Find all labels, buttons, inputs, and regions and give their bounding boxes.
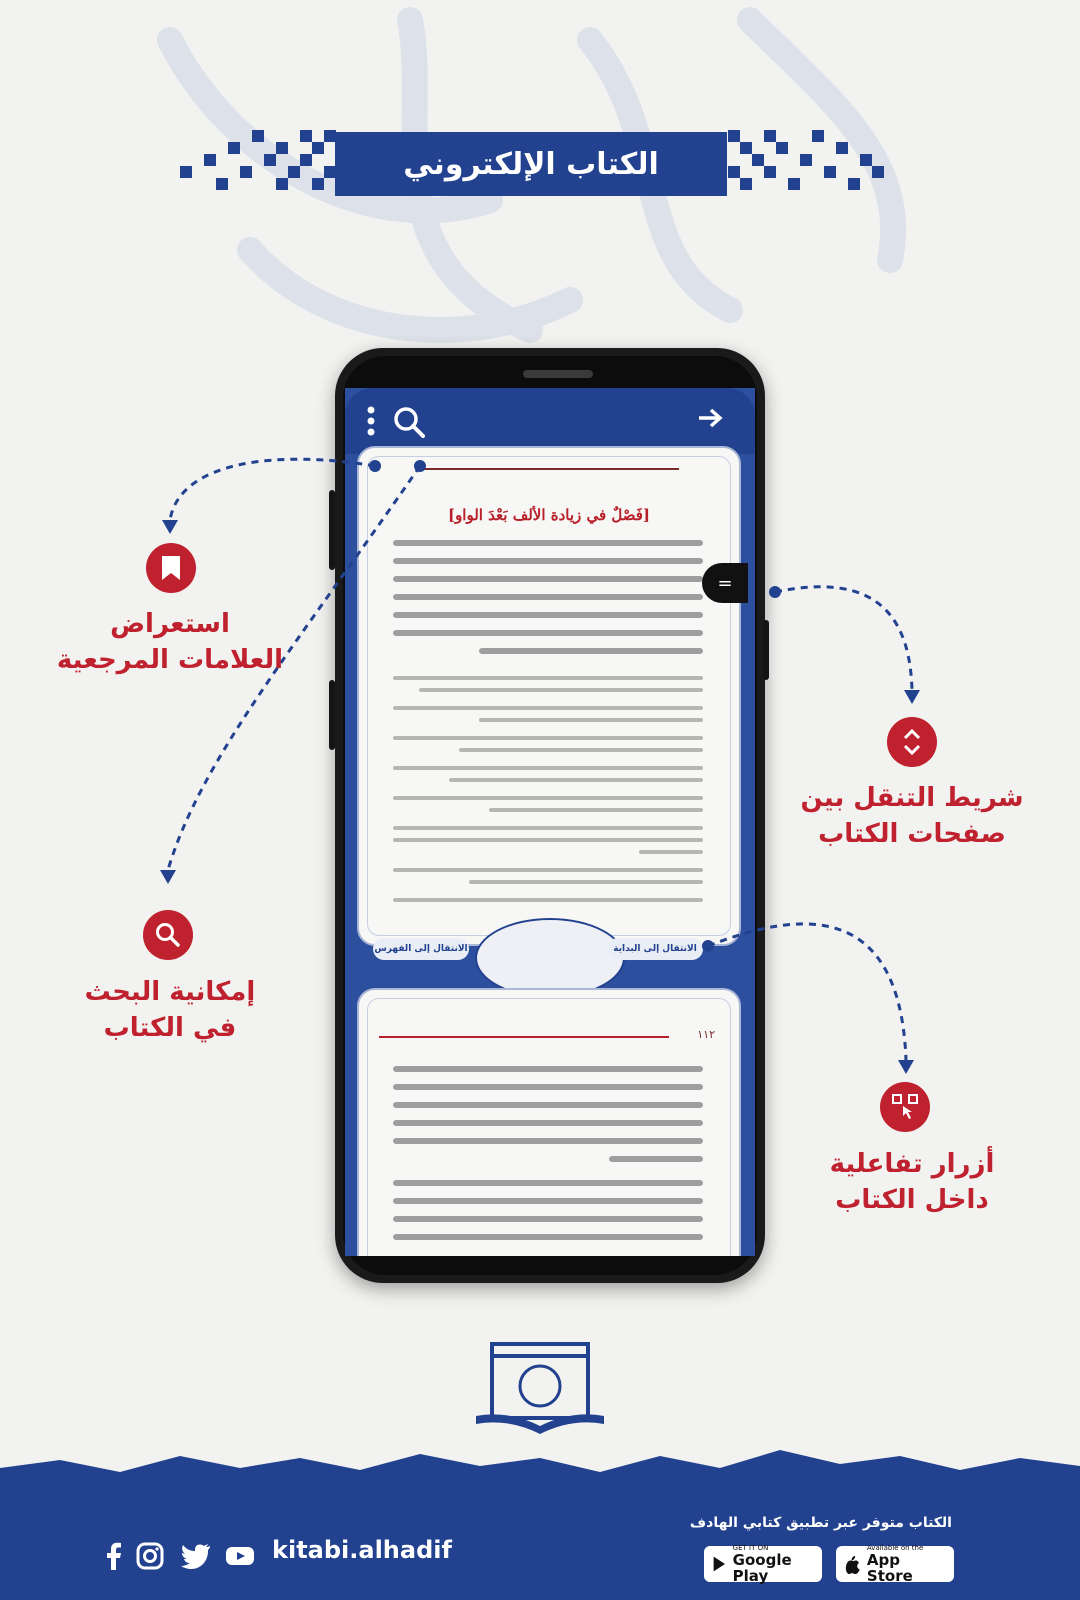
- page-scroll-handle[interactable]: =: [702, 563, 748, 603]
- book-page-next[interactable]: [357, 988, 741, 1256]
- section-title: [فَصْلٌ في زيادة الألف بَعْدَ الواو]: [447, 506, 651, 524]
- twitter-icon[interactable]: [180, 1542, 212, 1570]
- app-screen: [345, 388, 755, 1256]
- title-banner: [335, 132, 727, 196]
- book-page-current[interactable]: [357, 446, 741, 946]
- search-feature-label: إمكانية البحث في الكتاب: [84, 977, 256, 1043]
- kebab-menu-icon[interactable]: [365, 406, 377, 441]
- interactive-buttons-feature-label: أزرار تفاعلية داخل الكتاب: [829, 1149, 995, 1215]
- navbar-feature-label: شريط التنقل بين صفحات الكتاب: [800, 783, 1024, 849]
- banner-title: الكتاب الإلكتروني: [403, 146, 659, 182]
- google-play-icon: [712, 1554, 727, 1574]
- arrow-right-icon[interactable]: [697, 406, 723, 435]
- side-button-right: [763, 620, 769, 680]
- interactive-buttons-feature-icon: [880, 1082, 930, 1132]
- app-store-badge[interactable]: Available on the App Store: [836, 1546, 954, 1582]
- availability-text: الكتاب متوفر عبر تطبيق كتابي الهادف: [689, 1515, 952, 1531]
- search-icon[interactable]: [393, 406, 425, 443]
- page-number: ١١٢: [697, 1028, 715, 1041]
- pixel-decoration-left: [180, 130, 340, 194]
- youtube-icon[interactable]: [225, 1544, 255, 1568]
- navbar-feature-icon: [887, 717, 937, 767]
- page-border: [367, 456, 731, 936]
- header-ornament: [379, 1036, 669, 1038]
- volume-button: [329, 490, 335, 570]
- facebook-icon[interactable]: [104, 1542, 122, 1570]
- search-feature-icon: [143, 910, 193, 960]
- pixel-decoration-right: [728, 130, 888, 194]
- book-logo-badge: [475, 918, 625, 998]
- social-handle[interactable]: kitabi.alhadif: [272, 1536, 452, 1564]
- power-button: [329, 680, 335, 750]
- go-to-start-button[interactable]: الانتقال إلى البداية: [607, 938, 703, 960]
- go-to-index-button[interactable]: الانتقال إلى الفهرس: [373, 938, 469, 960]
- bookmark-feature-label: استعراض العلامات المرجعية: [56, 609, 284, 675]
- speaker-grille: [523, 370, 593, 378]
- header-ornament: [419, 468, 679, 470]
- apple-icon: [844, 1554, 861, 1574]
- google-play-badge[interactable]: GET IT ON Google Play: [704, 1546, 822, 1582]
- bookmark-feature-icon: [146, 543, 196, 593]
- brand-logo: [472, 1340, 608, 1440]
- instagram-icon[interactable]: [136, 1542, 164, 1570]
- app-toolbar: [345, 388, 755, 454]
- page-nav-strip: [345, 928, 755, 984]
